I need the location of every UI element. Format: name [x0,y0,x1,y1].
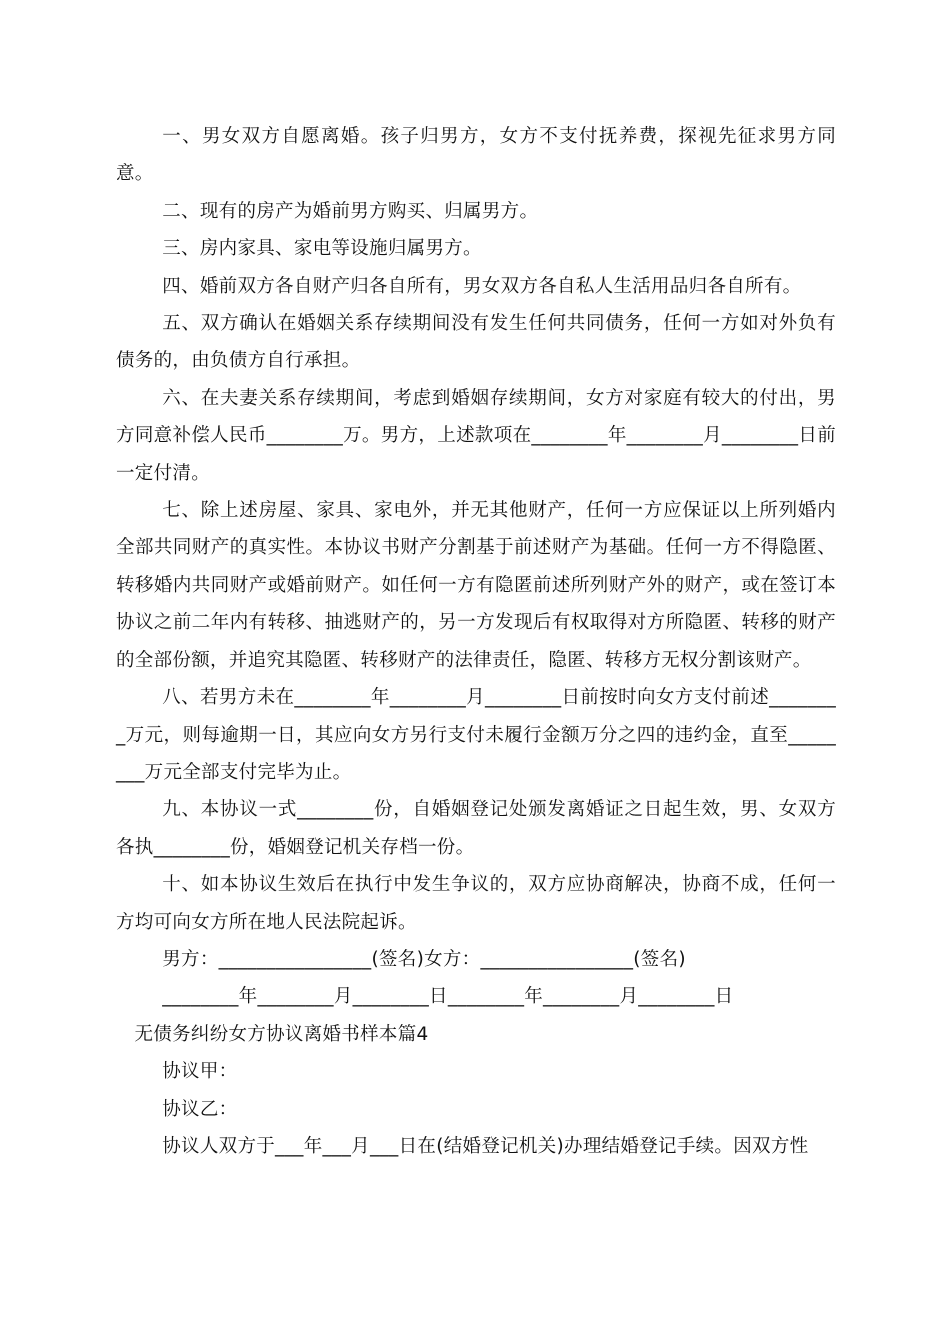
document-body [116,118,836,1165]
section-title: 无债务纠纷女方协议离婚书样本篇4 [134,1023,429,1045]
party-b-label: 协议乙： [162,1098,238,1120]
clause-3: 三、房内家具、家电等设施归属男方。 [162,238,482,260]
clause-9: 九、本协议一式________份，自婚姻登记处颁发离婚证之日起生效，男、女双方各执________份，婚姻登记机关存档一份。 [116,799,836,858]
clause-7: 七、除上述房屋、家具、家电外，并无其他财产，任何一方应保证以上所列婚内全部共同财产的真实性。本协议书财产分割基于前述财产为基础。任何一方不得隐匿、转移婚内共同财产或婚前财产。如任何一方有隐匿前述所列财产外的财产，或在签订本协议之前二年内有转移、抽逃财产的，另一方发现后有权取得对方所隐匿、转移的财产的全部份额，并追究其隐匿、转移财产的法律责任，隐匿、转移方无权分割该财产。 [116,500,836,671]
clause-4: 四、婚前双方各自财产归各自所有，男女双方各自私人生活用品归各自所有。 [162,275,802,297]
agreement-intro: 协议人双方于___年___月___日在(结婚登记机关)办理结婚登记手续。因双方性 [162,1135,809,1157]
signature-line: 男方：________________(签名)女方：________________(签名) [162,948,686,970]
clause-2: 二、现有的房产为婚前男方购买、归属男方。 [162,200,539,222]
date-line: ________年________月________日________年________月________日 [162,986,734,1008]
clause-8: 八、若男方未在________年________月________日前按时向女方支付前述________万元，则每逾期一日，其应向女方另行支付未履行金额万分之四的违约金，直至________万元全部支付完毕为止。 [116,687,836,783]
clause-1: 一、男女双方自愿离婚。孩子归男方，女方不支付抚养费，探视先征求男方同意。 [116,126,836,185]
party-a-label: 协议甲： [162,1061,238,1083]
clause-10: 十、如本协议生效后在执行中发生争议的，双方应协商解决，协商不成，任何一方均可向女方所在地人民法院起诉。 [116,874,836,933]
clause-5: 五、双方确认在婚姻关系存续期间没有发生任何共同债务，任何一方如对外负有债务的，由负债方自行承担。 [116,313,836,372]
clause-6: 六、在夫妻关系存续期间，考虑到婚姻存续期间，女方对家庭有较大的付出，男方同意补偿人民币________万。男方，上述款项在________年________月________日前一定付清。 [116,387,836,484]
